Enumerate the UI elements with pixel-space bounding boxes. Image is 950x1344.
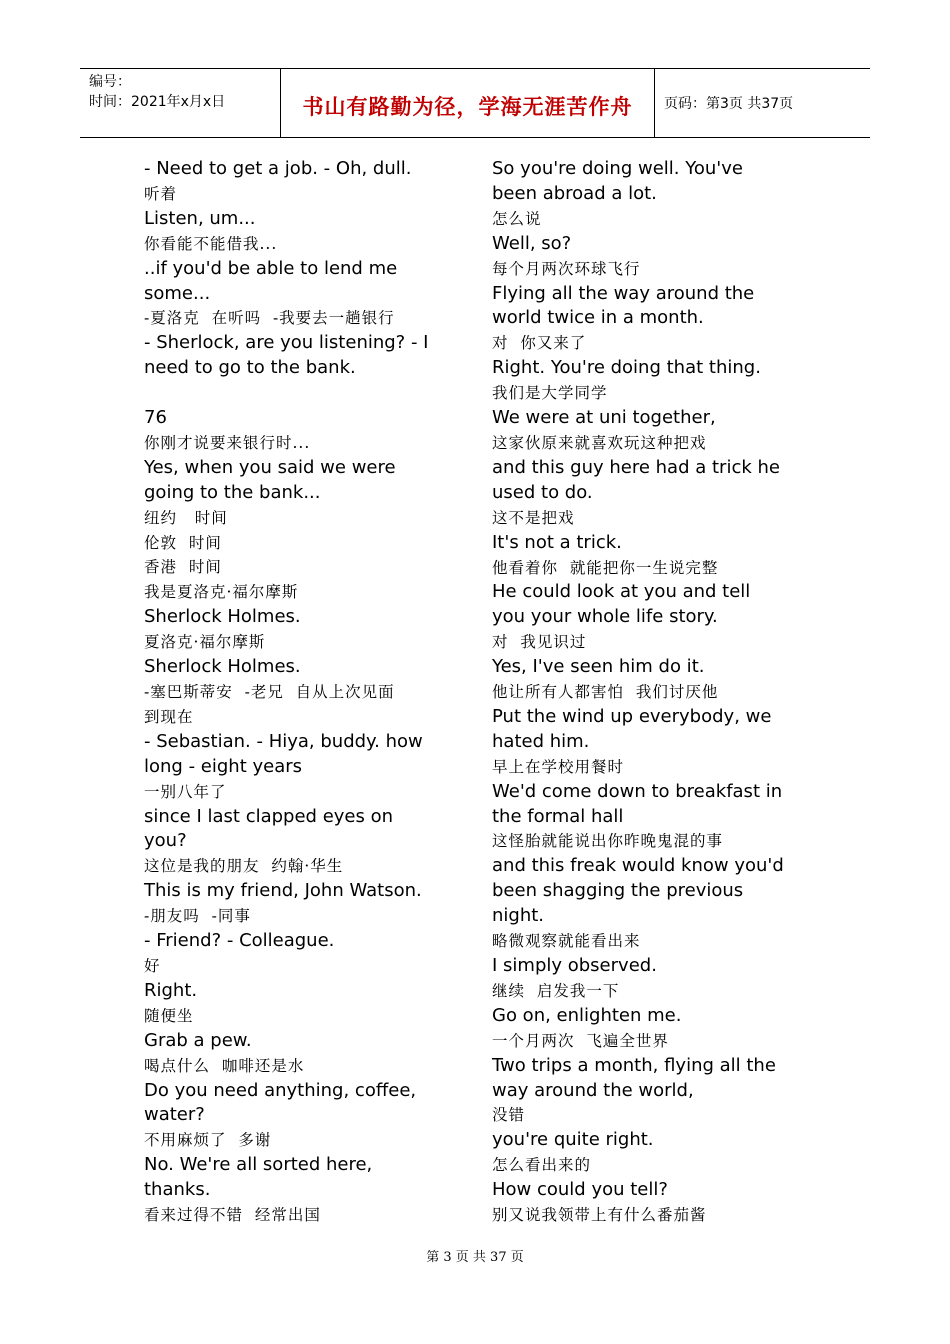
subtitle-line-chinese: 喝点什么 咖啡还是水	[144, 1056, 305, 1075]
subtitle-line-english: Well, so?	[492, 232, 572, 254]
subtitle-line-chinese: -夏洛克 在听吗 -我要去一趟银行	[144, 309, 395, 328]
subtitle-line-english: world twice in a month.	[492, 307, 704, 329]
page-header	[80, 68, 870, 138]
subtitle-line-english: We'd come down to breakfast in	[492, 780, 783, 802]
subtitle-line-chinese: 我是夏洛克·福尔摩斯	[144, 583, 299, 602]
subtitle-line-english: - Sebastian. - Hiya, buddy. how	[144, 730, 423, 752]
subtitle-line-chinese: 早上在学校用餐时	[492, 757, 625, 776]
subtitle-line-chinese: 这位是我的朋友 约翰·华生	[144, 857, 344, 876]
subtitle-line-chinese: -塞巴斯蒂安 -老兄 自从上次见面	[144, 683, 395, 702]
subtitle-line-chinese: 看来过得不错 经常出国	[144, 1206, 321, 1225]
subtitle-line-english: been shagging the previous	[492, 880, 744, 902]
subtitle-line-english: Sherlock Holmes.	[144, 606, 301, 628]
subtitle-line-english: Right.	[144, 979, 198, 1001]
subtitle-line-english: Right. You're doing that thing.	[492, 357, 761, 379]
subtitle-line-english: you're quite right.	[492, 1129, 654, 1151]
subtitle-line-chinese: 怎么看出来的	[492, 1156, 592, 1175]
subtitle-line-english: and this guy here had a trick he	[492, 456, 780, 478]
subtitle-line-chinese: 你看能不能借我...	[144, 234, 278, 253]
header-motto: 书山有路勤为径，学海无涯苦作舟	[281, 69, 655, 137]
subtitle-line-chinese: 好	[144, 956, 161, 975]
subtitle-line-english: So you're doing well. You've	[492, 158, 743, 179]
subtitle-line-english: and this freak would know you'd	[492, 855, 784, 877]
subtitle-line-chinese: 我们是大学同学	[492, 384, 608, 403]
subtitle-line-english: - Need to get a job. - Oh, dull.	[144, 158, 412, 179]
header-number-label: 编号：	[89, 74, 131, 90]
subtitle-line-chinese: 一别八年了	[144, 782, 227, 801]
subtitle-line-english: used to do.	[492, 481, 593, 503]
subtitle-line-chinese: 他让所有人都害怕 我们讨厌他	[492, 683, 719, 702]
subtitle-line-english: Flying all the way around the	[492, 282, 755, 304]
subtitle-line-chinese: 纽约 时间	[144, 508, 228, 527]
subtitle-line-english: He could look at you and tell	[492, 581, 751, 603]
subtitle-line-english: Do you need anything, coffee,	[144, 1079, 417, 1101]
subtitle-line-chinese: 听着	[144, 184, 178, 203]
subtitle-line-chinese: 别又说我领带上有什么番茄酱	[492, 1206, 707, 1225]
subtitle-line-english: Grab a pew.	[144, 1029, 252, 1051]
subtitle-line-english: hated him.	[492, 730, 590, 752]
subtitle-line-chinese: 一个月两次 飞遍全世界	[492, 1031, 669, 1050]
subtitle-line-english: - Sherlock, are you listening? - I	[144, 332, 429, 354]
subtitle-line-english: How could you tell?	[492, 1179, 668, 1201]
subtitle-line-chinese: 随便坐	[144, 1006, 194, 1025]
subtitle-line-english: It's not a trick.	[492, 531, 622, 553]
subtitle-line-english: This is my friend, John Watson.	[144, 880, 422, 902]
subtitle-line-english: Yes, I've seen him do it.	[492, 656, 705, 678]
subtitle-line-english: been abroad a lot.	[492, 182, 657, 204]
subtitle-line-chinese: 怎么说	[492, 209, 542, 228]
header-date: 时间：2021年x月x日	[89, 94, 226, 110]
subtitle-line-english: you your whole life story.	[492, 606, 718, 628]
subtitle-line-english: since I last clapped eyes on	[144, 805, 394, 827]
subtitle-line-english: Yes, when you said we were	[144, 456, 396, 478]
subtitle-line-english: the formal hall	[492, 805, 624, 827]
subtitle-line-chinese: 他看着你 就能把你一生说完整	[492, 558, 719, 577]
subtitle-line-chinese: 略微观察就能看出来	[492, 932, 641, 951]
subtitle-line-english: Sherlock Holmes.	[144, 656, 301, 678]
subtitle-line-english: I simply observed.	[492, 955, 657, 976]
subtitle-line-chinese: 对 你又来了	[492, 334, 587, 353]
subtitle-line-english: thanks.	[144, 1179, 211, 1201]
subtitle-line-chinese: 夏洛克·福尔摩斯	[144, 633, 266, 652]
blank-line	[144, 381, 458, 406]
subtitle-line-chinese: 你刚才说要来银行时...	[144, 433, 311, 452]
subtitle-line-chinese: 这怪胎就能说出你昨晚鬼混的事	[492, 832, 724, 851]
subtitle-line-chinese: 这不是把戏	[492, 508, 575, 527]
subtitle-line-chinese: 没错	[492, 1106, 526, 1125]
right-text-column	[492, 157, 806, 1228]
header-meta	[80, 69, 281, 137]
subtitle-line-english: Two trips a month, flying all the	[492, 1054, 776, 1076]
subtitle-line-english: need to go to the bank.	[144, 357, 356, 379]
subtitle-line-english: way around the world,	[492, 1079, 694, 1101]
subtitle-line-english: long - eight years	[144, 755, 303, 777]
subtitle-line-chinese: 对 我见识过	[492, 633, 587, 652]
header-page-info: 页码：第3页 共37页	[664, 96, 794, 112]
subtitle-line-english: night.	[492, 905, 545, 927]
left-text-column	[144, 157, 458, 1228]
subtitle-line-chinese: 香港 时间	[144, 558, 222, 577]
subtitle-line-chinese: 继续 启发我一下	[492, 981, 620, 1000]
subtitle-line-chinese: 这家伙原来就喜欢玩这种把戏	[492, 433, 707, 452]
page-footer: 第 3 页 共 37 页	[426, 1250, 524, 1265]
subtitle-line-chinese: 不用麻烦了 多谢	[144, 1131, 272, 1150]
subtitle-line-english: No. We're all sorted here,	[144, 1154, 373, 1176]
subtitle-line-english: ..if you'd be able to lend me	[144, 257, 398, 279]
subtitle-line-english: Go on, enlighten me.	[492, 1004, 682, 1026]
subtitle-line-chinese: 到现在	[144, 707, 194, 726]
subtitle-line-english: - Friend? - Colleague.	[144, 930, 335, 952]
subtitle-line-english: Listen, um...	[144, 207, 256, 229]
subtitle-line-chinese: -朋友吗 -同事	[144, 907, 251, 926]
subtitle-line-chinese: 每个月两次环球飞行	[492, 259, 641, 278]
subtitle-line-english: 76	[144, 407, 167, 429]
subtitle-line-english: some...	[144, 282, 211, 304]
subtitle-line-english: water?	[144, 1104, 205, 1126]
subtitle-line-english: We were at uni together,	[492, 407, 716, 429]
subtitle-line-english: you?	[144, 830, 187, 852]
subtitle-line-english: Put the wind up everybody, we	[492, 705, 772, 727]
subtitle-line-english: going to the bank...	[144, 481, 321, 503]
subtitle-line-chinese: 伦敦 时间	[144, 533, 222, 552]
